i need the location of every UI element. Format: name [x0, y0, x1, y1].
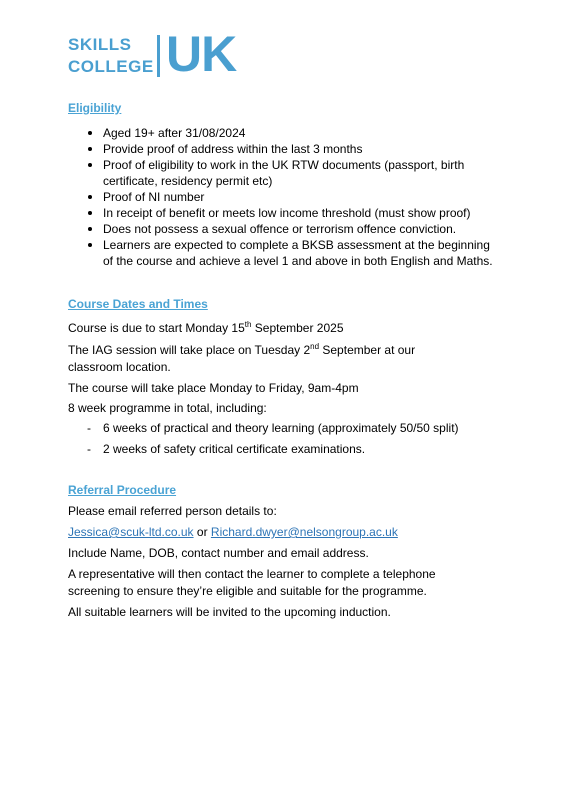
programme-parts-list — [68, 420, 508, 462]
course-start-pre: Course is due to start Monday 15 — [68, 321, 245, 335]
programme-part-item: - 2 weeks of safety critical certificate examinations. — [68, 441, 508, 457]
eligibility-item: Learners are expected to complete a BKSB assessment at the beginning of the course and achieve a level 1 and above in both English and Maths. — [68, 237, 498, 269]
course-start-sup: th — [244, 320, 252, 329]
referral-intro-text: Please email referred person details to: — [68, 504, 277, 518]
logo-uk-mark: UK — [166, 26, 237, 82]
referral-emails — [68, 524, 508, 541]
iag-post: September at our classroom location. — [68, 343, 416, 374]
logo-line-skills: SKILLS — [68, 35, 132, 54]
iag-session-text — [68, 342, 468, 376]
iag-sup: nd — [310, 342, 320, 351]
eligibility-item: Proof of NI number — [68, 189, 498, 205]
eligibility-item: Provide proof of address within the last 3 months — [68, 141, 498, 157]
eligibility-item: Proof of eligibility to work in the UK RTW documents (passport, birth certificate, residency permit etc) — [68, 157, 498, 189]
email-link-jessica[interactable]: Jessica@scuk-ltd.co.uk — [68, 525, 194, 539]
eligibility-item: Does not possess a sexual offence or terrorism offence conviction. — [68, 221, 498, 237]
iag-pre: The IAG session will take place on Tuesday 2 — [68, 343, 311, 357]
course-start-text — [68, 320, 508, 337]
course-dates-heading: Course Dates and Times — [68, 297, 208, 311]
referral-heading: Referral Procedure — [68, 483, 177, 497]
email-separator: or — [193, 525, 211, 539]
referral-representative-text: A representative will then contact the learner to complete a telephone screening to ensure they’re eligible and suitable for the programme. — [68, 567, 436, 598]
eligibility-item: Aged 19+ after 31/08/2024 — [68, 125, 498, 141]
course-schedule-text: The course will take place Monday to Friday, 9am-4pm — [68, 381, 359, 395]
email-link-richard[interactable]: Richard.dwyer@nelsongroup.ac.uk — [210, 525, 398, 539]
logo-wordmark — [68, 34, 158, 78]
programme-text: 8 week programme in total, including: — [68, 401, 267, 415]
logo-line-college: COLLEGE — [68, 57, 154, 76]
eligibility-heading: Eligibility — [68, 101, 122, 115]
referral-induction-text: All suitable learners will be invited to the upcoming induction. — [68, 605, 391, 619]
logo-divider — [157, 35, 160, 77]
eligibility-list — [68, 125, 498, 269]
programme-part-item: - 6 weeks of practical and theory learning (approximately 50/50 split) — [68, 420, 508, 436]
course-start-post: September 2025 — [251, 321, 344, 335]
referral-include-text: Include Name, DOB, contact number and email address. — [68, 546, 369, 560]
eligibility-item: In receipt of benefit or meets low income threshold (must show proof) — [68, 205, 498, 221]
